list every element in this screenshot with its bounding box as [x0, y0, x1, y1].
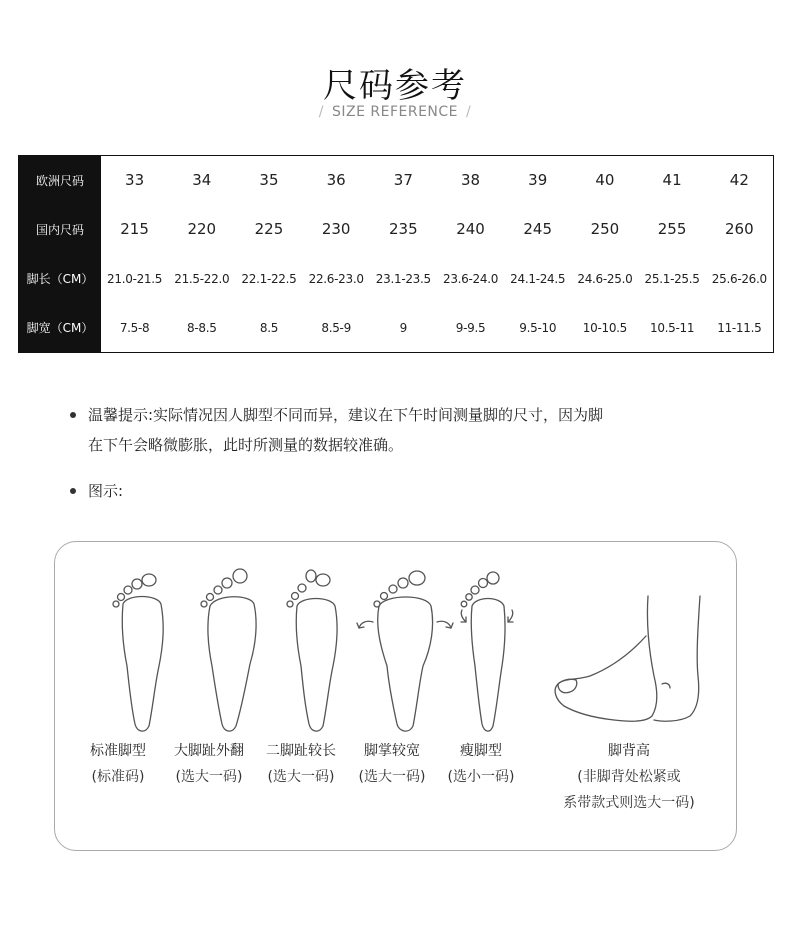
diagram-label: 图示: — [88, 482, 124, 500]
foot-type-caption — [78, 738, 158, 790]
page-title: 尺码参考 — [323, 66, 467, 106]
table-cell: 40 — [595, 171, 615, 190]
size-table — [18, 155, 774, 353]
slash-left: / — [318, 104, 324, 120]
row-header: 国内尺码 — [19, 205, 102, 254]
table-row — [19, 156, 774, 205]
foot-type-advice: (非脚背处松紧或 — [577, 769, 681, 785]
subtitle-text: SIZE REFERENCE — [331, 104, 459, 120]
table-cell: 22.6-23.0 — [308, 271, 364, 286]
foot-type-advice: (选大一码) — [267, 769, 335, 785]
table-cell: 7.5-8 — [119, 320, 150, 335]
table-cell: 9.5-10 — [519, 320, 557, 335]
table-cell: 9-9.5 — [455, 320, 486, 335]
table-row — [19, 303, 774, 352]
table-cell: 41 — [662, 171, 682, 190]
bunion-foot-icon — [201, 569, 256, 731]
foot-type-caption — [161, 738, 257, 790]
tip-line: 温馨提示:实际情况因人脚型不同而异，建议在下午时间测量脚的尺寸，因为脚 — [88, 406, 604, 424]
table-cell: 245 — [523, 220, 553, 239]
long-second-toe-foot-icon — [287, 570, 337, 731]
table-cell: 9 — [399, 320, 408, 335]
table-cell: 37 — [393, 171, 413, 190]
table-cell: 42 — [729, 171, 749, 190]
foot-type-caption — [439, 738, 523, 790]
foot-type-name: 脚掌较宽 — [364, 743, 420, 759]
table-cell: 10-10.5 — [582, 320, 628, 335]
table-cell: 24.6-25.0 — [577, 271, 633, 286]
bullet-icon — [70, 488, 76, 494]
table-cell: 34 — [192, 171, 212, 190]
table-cell: 39 — [528, 171, 548, 190]
table-cell: 25.6-26.0 — [711, 271, 767, 286]
table-cell: 240 — [456, 220, 485, 239]
table-cell: 21.0-21.5 — [107, 271, 163, 286]
table-cell: 35 — [259, 171, 279, 190]
table-cell: 21.5-22.0 — [174, 271, 230, 286]
table-cell: 23.1-23.5 — [375, 271, 431, 286]
table-cell: 36 — [326, 171, 346, 190]
foot-type-advice: (选大一码) — [175, 769, 243, 785]
table-cell: 235 — [389, 220, 418, 239]
foot-type-name: 标准脚型 — [90, 743, 146, 759]
table-cell: 215 — [120, 220, 149, 239]
foot-type-caption — [349, 738, 435, 790]
table-row — [19, 254, 774, 303]
table-cell: 225 — [254, 220, 284, 239]
table-cell: 8.5-9 — [321, 320, 351, 335]
row-header: 欧洲尺码 — [19, 156, 102, 205]
table-cell: 25.1-25.5 — [644, 271, 700, 286]
diagram-label-item — [70, 476, 730, 506]
page-subtitle — [0, 104, 790, 120]
table-cell: 260 — [725, 220, 754, 239]
high-instep-foot-icon — [555, 596, 700, 721]
narrow-foot-icon — [461, 572, 513, 731]
table-cell: 8.5 — [259, 320, 279, 335]
table-cell: 255 — [657, 220, 687, 239]
table-cell: 33 — [125, 171, 145, 190]
foot-type-panel — [54, 541, 737, 851]
foot-type-name: 瘦脚型 — [460, 743, 502, 759]
slash-right: / — [466, 104, 472, 120]
bullet-icon — [70, 412, 76, 418]
wide-forefoot-icon — [357, 571, 453, 731]
table-cell: 11-11.5 — [717, 320, 762, 335]
tip-line: 在下午会略微膨胀，此时所测量的数据较准确。 — [88, 436, 404, 454]
table-cell: 250 — [590, 220, 620, 239]
table-row — [19, 205, 774, 254]
table-cell: 22.1-22.5 — [241, 271, 297, 286]
table-cell: 23.6-24.0 — [442, 271, 499, 286]
table-cell: 8-8.5 — [187, 320, 217, 335]
table-cell: 24.1-24.5 — [510, 271, 566, 286]
foot-type-caption — [255, 738, 347, 790]
foot-type-name: 脚背高 — [608, 743, 650, 759]
tips-section — [70, 400, 730, 506]
foot-type-name: 大脚趾外翻 — [174, 743, 244, 759]
table-cell: 38 — [460, 171, 481, 190]
foot-type-caption — [549, 738, 709, 816]
tip-item — [70, 400, 730, 460]
standard-foot-icon — [113, 574, 163, 731]
table-cell: 10.5-11 — [649, 320, 695, 335]
row-header: 脚长（CM） — [19, 254, 102, 303]
table-cell: 220 — [187, 220, 217, 239]
row-header: 脚宽（CM） — [19, 303, 102, 352]
foot-type-advice: (选小一码) — [447, 769, 515, 785]
table-cell: 230 — [321, 220, 351, 239]
foot-type-name: 二脚趾较长 — [266, 743, 336, 759]
foot-type-advice: (选大一码) — [358, 769, 426, 785]
foot-type-advice-line2: 系带款式则选大一码) — [563, 795, 695, 811]
foot-type-advice: (标准码) — [91, 769, 145, 785]
